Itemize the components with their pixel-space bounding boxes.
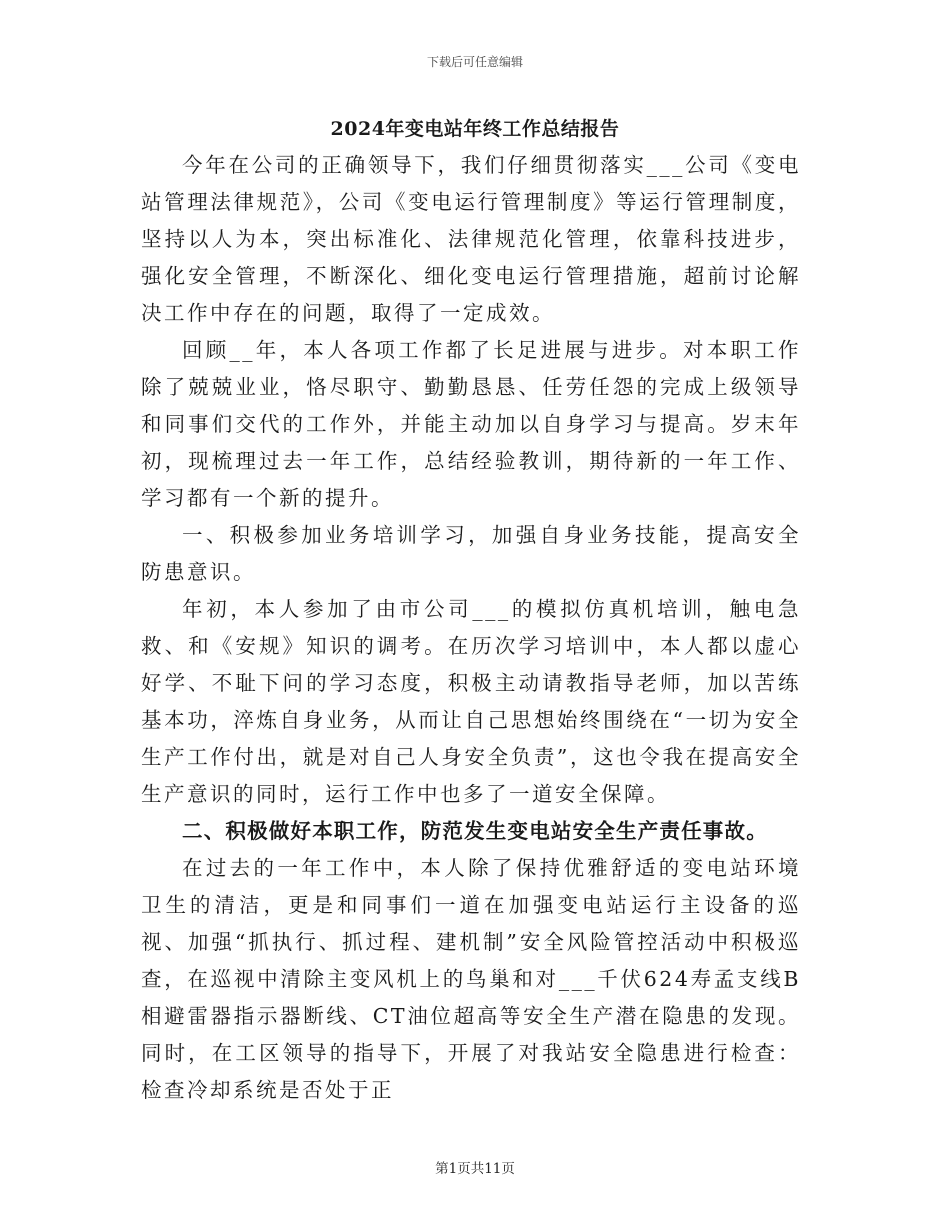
section-heading-1: 一、积极参加业务培训学习，加强自身业务技能，提高安全防患意识。 <box>141 523 801 584</box>
paragraph-intro: 今年在公司的正确领导下，我们仔细贯彻落实___公司《变电站管理法律规范》，公司《变电运行管理制度》等运行管理制度，坚持以人为本，突出标准化、法律规范化管理，依靠科技进步，强化安全管理，不断深化、细化变电运行管理措施，超前讨论解决工作中存在的问题，取得了一定成效。 <box>141 153 801 325</box>
document-body <box>141 147 801 1109</box>
paragraph-duties: 在过去的一年工作中，本人除了保持优雅舒适的变电站环境卫生的清洁，更是和同事们一道在加强变电站运行主设备的巡视、加强“抓执行、抓过程、建机制”安全风险管控活动中积极巡查，在巡视中清除主变风机上的鸟巢和对___千伏624寿孟支线B相避雷器指示器断线、CT油位超高等安全生产潜在隐患的发现。同时，在工区领导的指导下，开展了对我站安全隐患进行检查：检查冷却系统是否处于正 <box>141 856 801 1102</box>
page-number: 第1页共11页 <box>435 1161 515 1177</box>
paragraph-training: 年初，本人参加了由市公司___的模拟仿真机培训，触电急救、和《安规》知识的调考。在历次学习培训中，本人都以虚心好学、不耻下问的学习态度，积极主动请教指导老师，加以苦练基本功，淬炼自身业务，从而让自己思想始终围绕在“一切为安全生产工作付出，就是对自己人身安全负责”，这也令我在提高安全生产意识的同时，运行工作中也多了一道安全保障。 <box>141 597 801 806</box>
paragraph-review: 回顾__年，本人各项工作都了长足进展与进步。对本职工作除了兢兢业业，恪尽职守、勤勤恳恳、任劳任怨的完成上级领导和同事们交代的工作外，并能主动加以自身学习与提高。岁末年初，现梳理过去一年工作，总结经验教训，期待新的一年工作、学习都有一个新的提升。 <box>141 338 801 510</box>
document-title: 2024年变电站年终工作总结报告 <box>330 118 620 140</box>
page-header-note: 下载后可任意编辑 <box>426 55 523 69</box>
section-heading-2: 二、积极做好本职工作，防范发生变电站安全生产责任事故。 <box>182 819 768 843</box>
